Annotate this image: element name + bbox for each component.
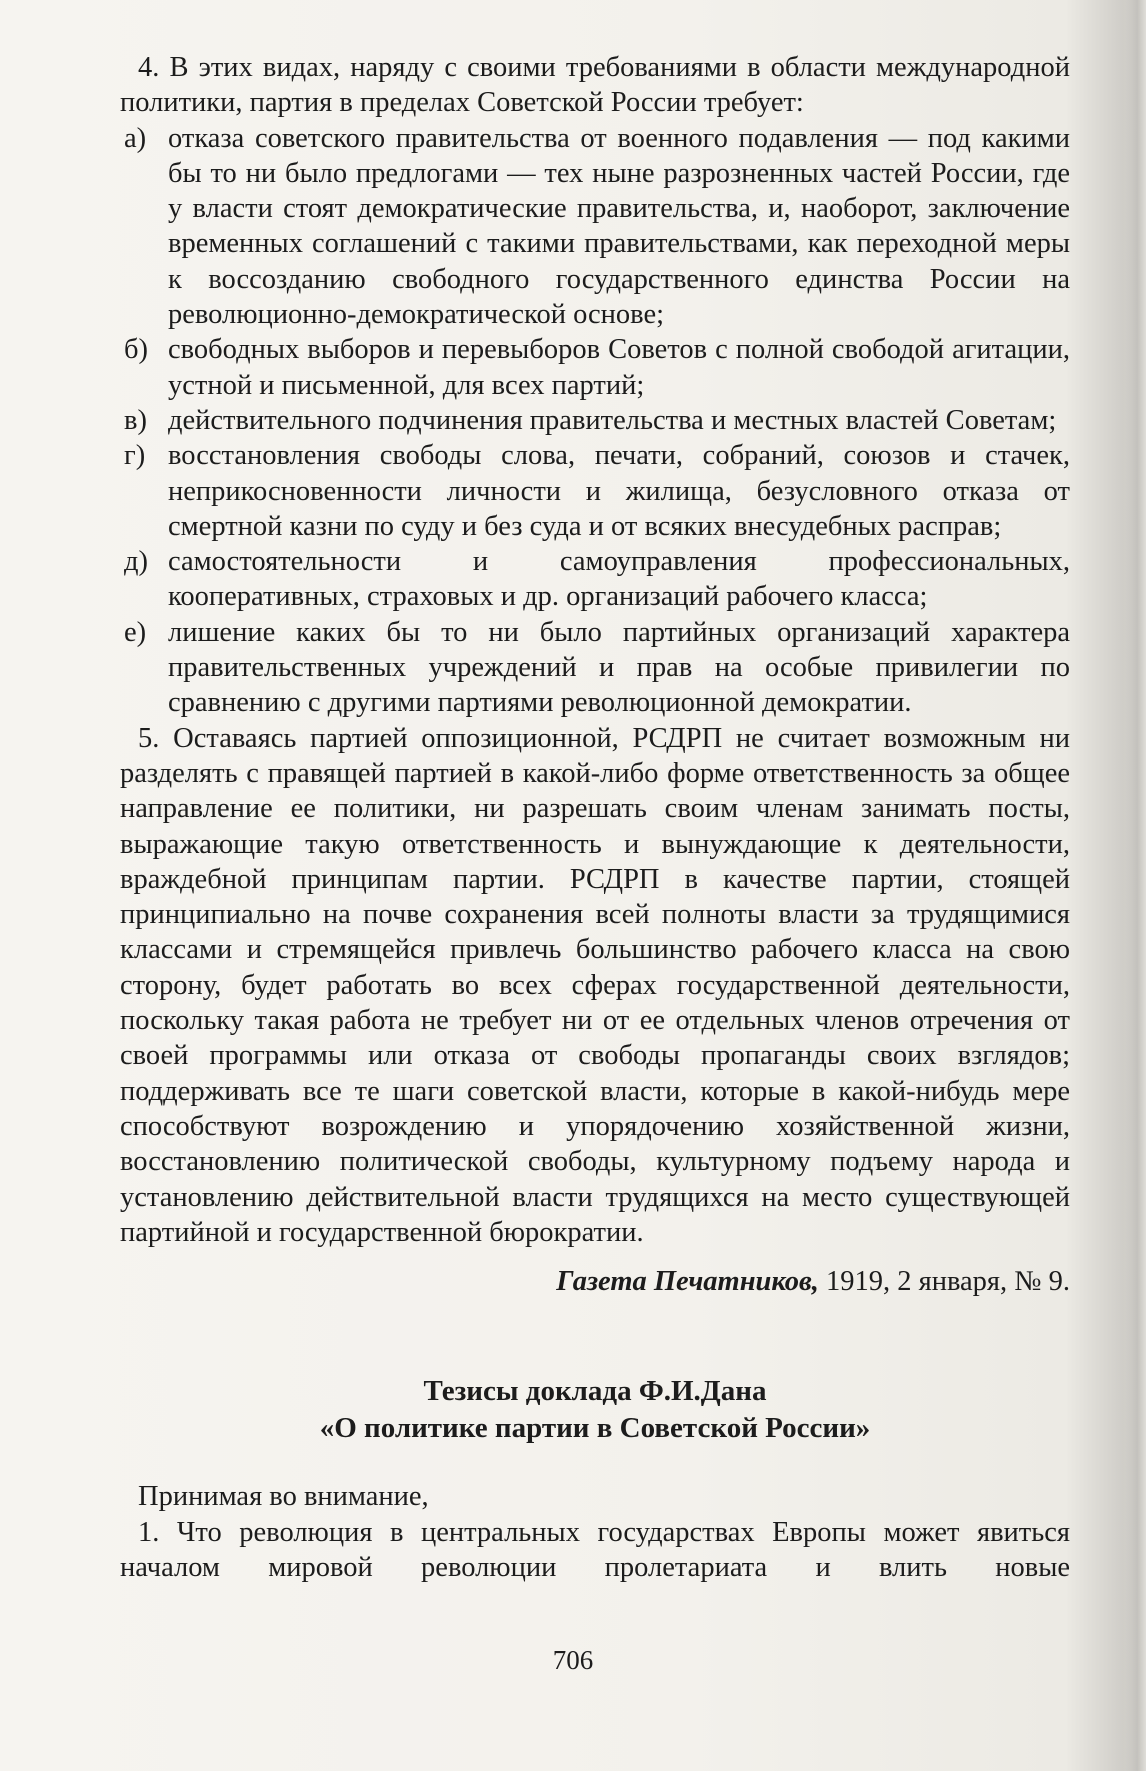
list-item-text: самостоятельности и самоуправления профессиональных, кооперативных, страховых и др. организаций рабочего класса; [168,546,1070,613]
list-item-text: отказа советского правительства от военного подавления — под какими бы то ни было предлогами — тех ныне разрозненных частей России, где у власти стоят демократические правительства, и, наоборот, заключение временных соглашений с такими правительствами, как переходной меры к воссозданию свободного государственного единства России на революционно-демократической основе; [168,122,1070,331]
list-item-text: действительного подчинения правительства и местных властей Советам; [168,404,1057,436]
heading-line-1: Тезисы доклада Ф.И.Дана [423,1375,767,1408]
section-heading [120,1373,1070,1447]
list-marker: а) [124,122,147,154]
source-citation [120,1264,1070,1299]
list-item-g [120,438,1070,544]
source-details: 1919, 2 января, № 9. [818,1266,1070,1298]
theses-item-1: 1. Что революция в центральных государствах Европы может явиться началом мировой революции пролетариата и влить новые [120,1516,1070,1583]
list-item-d [120,544,1070,615]
item-4-intro: 4. В этих видах, наряду с своими требованиями в области международной политики, партия в пределах Советской России требует: [120,52,1070,119]
list-item-text: свободных выборов и перевыборов Советов с полной свободой агитации, устной и письменной, для всех партий; [168,334,1070,401]
list-item-a [120,121,1070,333]
list-marker: е) [124,616,147,648]
list-marker: г) [124,440,146,472]
list-marker: в) [124,404,147,436]
list-item-e [120,615,1070,721]
list-item-text: лишение каких бы то ни было партийных организаций характера правительственных учреждений и прав на особые привилегии по сравнению с другими партиями революционной демократии. [168,616,1070,719]
list-marker: д) [124,546,148,578]
list-marker: б) [124,334,148,366]
list-item-b [120,332,1070,403]
list-item-text: восстановления свободы слова, печати, собраний, союзов и стачек, неприкосновенности личности и жилища, безусловного отказа от смертной казни по суду и без суда и от всяких внесудебных расправ; [168,440,1070,542]
source-newspaper: Газета Печатников, [556,1266,819,1298]
list-item-v [120,403,1070,438]
main-text [120,50,1070,1585]
heading-line-2: «О политике партии в Советской России» [319,1412,871,1445]
theses-intro: Принимая во внимание, [138,1481,429,1513]
item-5-paragraph: 5. Оставаясь партией оппозиционной, РСДРП не считает возможным ни разделять с правящей партией в какой-либо форме ответственность за общее направление ее политики, ни разрешать своим членам занимать посты, выражающие такую ответственность и вынуждающие к деятельности, враждебной принципам партии. РСДРП в качестве партии, стоящей принципиально на почве сохранения всей полноты власти за трудящимися классами и стремящейся привлечь большинство рабочего класса на свою сторону, будет работать во всех сферах государственной деятельности, поскольку такая работа не требует ни от ее отдельных членов отречения от своей программы или отказа от свободы пропаганды своих взглядов; поддерживать все те шаги советской власти, которые в какой-нибудь мере способствуют возрождению и упорядочению хозяйственной жизни, восстановлению политической свободы, культурному подъему народа и установлению действительной власти трудящихся на место существующей партийной и государственной бюрократии. [120,722,1070,1248]
page-number: 706 [552,1645,594,1675]
page-edge-shadow [1124,0,1146,1771]
